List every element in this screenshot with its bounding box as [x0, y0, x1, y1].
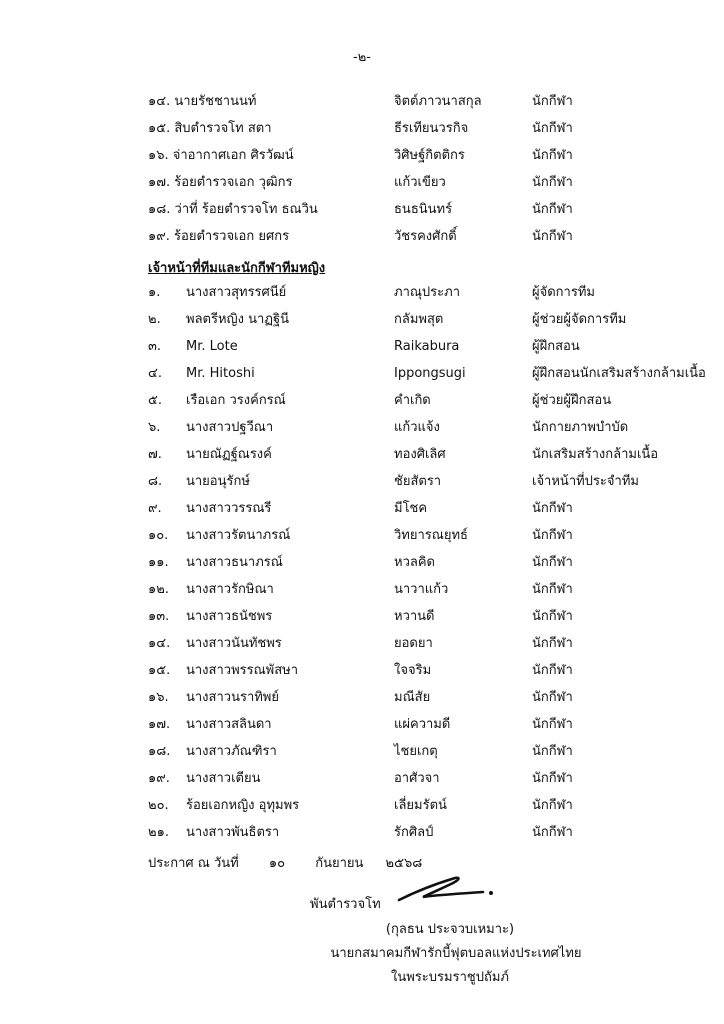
- member-name: นางสาวปฐวีณา: [186, 420, 274, 435]
- member-name: นายอนุรักษ์: [186, 474, 250, 489]
- page-number: -๒-: [353, 50, 371, 65]
- member-name: พลตรีหญิง นาฏฐินี: [186, 312, 290, 327]
- list-item: [148, 576, 708, 603]
- member-surname: รักศิลป์: [394, 825, 434, 840]
- list-item: [148, 549, 708, 576]
- member-number: ๕.: [148, 393, 162, 408]
- announcement-prefix: ประกาศ ณ วันที่: [148, 856, 239, 871]
- member-role: นักเสริมสร้างกล้ามเนื้อ: [532, 447, 659, 462]
- member-name: นางสาวเตียน: [186, 771, 261, 786]
- list-item: [148, 765, 708, 792]
- member-number: ๔.: [148, 366, 162, 381]
- member-number: ๘.: [148, 474, 163, 489]
- member-surname: แผ่ความดี: [394, 717, 451, 732]
- member-number: ๑๓.: [148, 609, 170, 624]
- list-item: [148, 306, 708, 333]
- list-item: [148, 468, 708, 495]
- member-name: เรือเอก วรงค์กรณ์: [186, 393, 286, 408]
- member-surname: อาศัวจา: [394, 771, 440, 786]
- member-name: นางสาวพรรณพัสษา: [186, 663, 299, 678]
- list-item: [148, 387, 708, 414]
- men-list: [148, 88, 708, 250]
- member-surname: ธีรเทียนวรกิจ: [394, 121, 469, 136]
- member-number: ๒๑.: [148, 825, 169, 840]
- member-number: ๗.: [148, 447, 162, 462]
- member-role: นักกีฬา: [532, 744, 573, 759]
- member-role: นักกีฬา: [532, 609, 573, 624]
- member-name: นางสาวรัตนาภรณ์: [186, 528, 291, 543]
- member-surname: วัชรคงศักดิ์: [394, 229, 457, 244]
- member-surname: คำเกิด: [394, 393, 431, 408]
- member-name: นางสาวพันธิตรา: [186, 825, 280, 840]
- member-role: นักกีฬา: [532, 690, 573, 705]
- announcement-day: ๑๐: [268, 856, 286, 871]
- member-number: ๑๗.: [148, 717, 171, 732]
- member-number: ๑๙.: [148, 771, 170, 786]
- member-role: นักกีฬา: [532, 121, 573, 136]
- signatory-organization: ในพระบรมราชูปถัมภ์: [391, 970, 509, 985]
- member-surname: ไชยเกตุ: [394, 744, 438, 759]
- member-surname: วิศิษฐ์กิตติกร: [394, 148, 465, 163]
- list-item: [148, 223, 708, 250]
- list-item: [148, 711, 708, 738]
- member-number: ๑๖.: [148, 690, 169, 705]
- list-item: [148, 360, 708, 387]
- member-role: นักกีฬา: [532, 202, 573, 217]
- member-role: นักกีฬา: [532, 771, 573, 786]
- list-item: [148, 414, 708, 441]
- member-role: นักกีฬา: [532, 825, 573, 840]
- signatory-name: (กุลธน ประจวบเหมาะ): [385, 922, 515, 937]
- member-role: นักกีฬา: [532, 636, 573, 651]
- member-name: นางสาววรรณรี: [186, 501, 272, 516]
- member-surname: มณีสัย: [394, 690, 431, 705]
- list-item: [148, 792, 708, 819]
- list-item: [148, 657, 708, 684]
- member-label: ๑๘. ว่าที่ ร้อยตำรวจโท ธณวิน: [148, 202, 318, 217]
- member-surname: ทองศิเลิศ: [394, 447, 446, 462]
- member-role: นักกีฬา: [532, 663, 573, 678]
- list-item: [148, 495, 708, 522]
- member-number: ๙.: [148, 501, 162, 516]
- member-name: ร้อยเอกหญิง อุทุมพร: [186, 798, 300, 813]
- list-item: [148, 88, 708, 115]
- member-surname: เลี่ยมรัตน์: [394, 798, 447, 813]
- list-item: [148, 115, 708, 142]
- member-role: นักกีฬา: [532, 798, 573, 813]
- member-number: ๑๘.: [148, 744, 171, 759]
- announcement-date: [148, 852, 422, 873]
- member-role: นักกีฬา: [532, 528, 573, 543]
- member-surname: ยอดยา: [394, 636, 433, 651]
- list-item: [148, 279, 708, 306]
- member-role: ผู้จัดการทีม: [532, 285, 595, 300]
- member-name: นางสาวภัณฑิรา: [186, 744, 277, 759]
- member-surname: ชัยสัตรา: [394, 474, 442, 489]
- signatory-rank: พันตำรวจโท: [310, 897, 381, 912]
- member-label: ๑๙. ร้อยตำรวจเอก ยศกร: [148, 229, 290, 244]
- member-number: ๑๕.: [148, 663, 171, 678]
- member-number: ๑๑.: [148, 555, 169, 570]
- member-name: นางสาวธนัชพร: [186, 609, 273, 624]
- member-role: นักกีฬา: [532, 501, 573, 516]
- member-role: ผู้ช่วยผู้ฝึกสอน: [532, 393, 612, 408]
- member-surname: จิตต์ภาวนาสกุล: [394, 94, 482, 109]
- list-item: [148, 819, 708, 846]
- list-item: [148, 441, 708, 468]
- member-role: เจ้าหน้าที่ประจำทีม: [532, 474, 639, 489]
- member-name: Mr. Lote: [186, 339, 238, 354]
- women-section-heading: เจ้าหน้าที่ทีมและนักกีฬาทีมหญิง: [148, 261, 326, 276]
- announcement-month: กันยายน: [315, 856, 364, 871]
- list-item: [148, 684, 708, 711]
- member-name: นางสาวสุทรรศนีย์: [186, 285, 287, 300]
- member-surname: ภาณุประภา: [394, 285, 461, 300]
- member-role: ผู้ฝึกสอน: [532, 339, 580, 354]
- member-surname: วิทยารณยุทธ์: [394, 528, 468, 543]
- member-surname: ใจจริม: [394, 663, 432, 678]
- member-surname: กลัมพสุต: [394, 312, 444, 327]
- member-number: ๑๔.: [148, 636, 171, 651]
- member-number: ๒.: [148, 312, 161, 327]
- list-item: [148, 630, 708, 657]
- member-role: นักกีฬา: [532, 148, 573, 163]
- member-surname: Ippongsugi: [394, 366, 466, 381]
- member-name: นางสาวธนาภรณ์: [186, 555, 283, 570]
- member-surname: นาวาแก้ว: [394, 582, 449, 597]
- member-label: ๑๔. นายรัชชานนท์: [148, 94, 257, 109]
- member-number: ๖.: [148, 420, 161, 435]
- announcement-year: ๒๕๖๘: [385, 856, 423, 871]
- list-item: [148, 196, 708, 223]
- member-number: ๑๐.: [148, 528, 169, 543]
- signature-image: [395, 870, 505, 910]
- list-item: [148, 738, 708, 765]
- women-list: [148, 279, 708, 846]
- member-number: ๑๒.: [148, 582, 169, 597]
- member-role: นักกีฬา: [532, 229, 573, 244]
- member-surname: หวานดี: [394, 609, 435, 624]
- member-role: นักกีฬา: [532, 94, 573, 109]
- list-item: [148, 522, 708, 549]
- member-role: นักกายภาพบำบัด: [532, 420, 629, 435]
- member-label: ๑๖. จ่าอากาศเอก ศิรวัฒน์: [148, 148, 294, 163]
- member-label: ๑๕. สิบตำรวจโท สตา: [148, 121, 272, 136]
- list-item: [148, 169, 708, 196]
- member-surname: แก้วเขียว: [394, 175, 446, 190]
- member-role: นักกีฬา: [532, 717, 573, 732]
- list-item: [148, 142, 708, 169]
- member-name: นายณัฏฐ์ณรงค์: [186, 447, 272, 462]
- member-role: ผู้ช่วยผู้จัดการทีม: [532, 312, 627, 327]
- member-name: นางสาวสลินดา: [186, 717, 272, 732]
- member-number: ๑.: [148, 285, 161, 300]
- member-surname: แก้วแจ้ง: [394, 420, 440, 435]
- member-surname: Raikabura: [394, 339, 460, 354]
- member-number: ๓.: [148, 339, 162, 354]
- member-name: นางสาวนราทิพย์: [186, 690, 279, 705]
- member-surname: หวลคิด: [394, 555, 435, 570]
- member-number: ๒๐.: [148, 798, 169, 813]
- list-item: [148, 333, 708, 360]
- list-item: [148, 603, 708, 630]
- member-surname: ธนธนินทร์: [394, 202, 453, 217]
- member-name: นางสาวนันทัชพร: [186, 636, 282, 651]
- member-label: ๑๗. ร้อยตำรวจเอก วุฒิกร: [148, 175, 293, 190]
- member-role: นักกีฬา: [532, 555, 573, 570]
- signatory-title: นายกสมาคมกีฬารักบี้ฟุตบอลแห่งประเทศไทย: [330, 946, 582, 961]
- member-role: นักกีฬา: [532, 582, 573, 597]
- member-name: นางสาวรักษิณา: [186, 582, 274, 597]
- member-role: นักกีฬา: [532, 175, 573, 190]
- member-role: ผู้ฝึกสอนนักเสริมสร้างกล้ามเนื้อ: [532, 366, 706, 381]
- member-name: Mr. Hitoshi: [186, 366, 255, 381]
- member-surname: มีโชค: [394, 501, 428, 516]
